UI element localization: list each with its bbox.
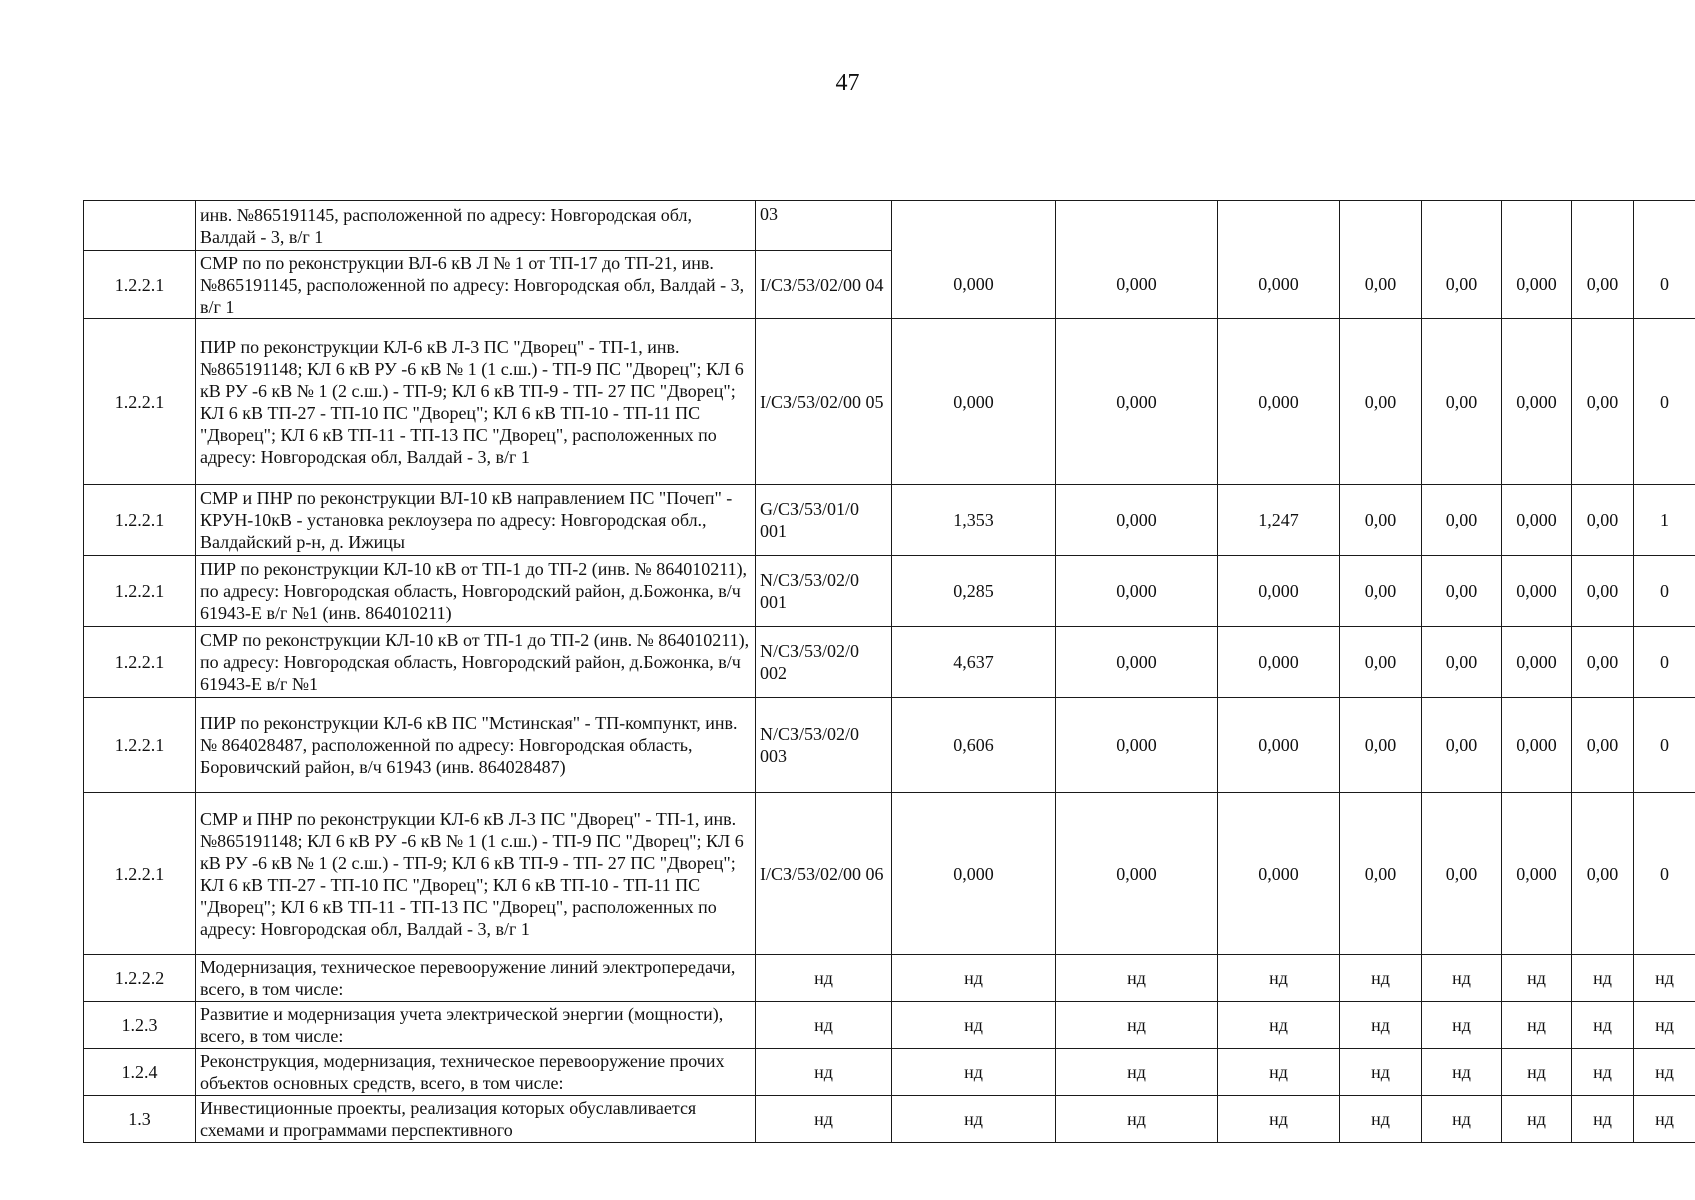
row-value-8: нд: [1634, 1002, 1695, 1049]
row-value-6: 0,000: [1502, 698, 1572, 793]
row-code: нд: [756, 955, 892, 1002]
row-value-6: 0,000: [1502, 251, 1572, 319]
row-value-4: 0,00: [1340, 627, 1422, 698]
table-row: [84, 793, 1695, 955]
row-description: СМР и ПНР по реконструкции ВЛ-10 кВ направлением ПС "Почеп" - КРУН-10кВ - установка реклоузера по адресу: Новгородская обл., Валдайский р-н, д. Ижицы: [196, 485, 756, 556]
row-value-8: [1634, 201, 1695, 251]
row-value-5: 0,00: [1422, 485, 1502, 556]
row-value-3: 0,000: [1218, 793, 1340, 955]
table-row: [84, 251, 1695, 319]
row-value-5: [1422, 201, 1502, 251]
row-value-3: 0,000: [1218, 251, 1340, 319]
row-value-6: [1502, 201, 1572, 251]
row-value-5: 0,00: [1422, 698, 1502, 793]
row-value-2: нд: [1056, 1096, 1218, 1143]
row-value-6: 0,000: [1502, 793, 1572, 955]
row-value-1: 1,353: [892, 485, 1056, 556]
row-value-1: нд: [892, 1002, 1056, 1049]
row-value-5: 0,00: [1422, 556, 1502, 627]
table-row: [84, 556, 1695, 627]
row-value-7: 0,00: [1572, 793, 1634, 955]
row-value-8: 0: [1634, 319, 1695, 485]
row-value-8: нд: [1634, 1049, 1695, 1096]
row-value-2: 0,000: [1056, 698, 1218, 793]
row-description: Модернизация, техническое перевооружение линий электропередачи, всего, в том числе:: [196, 955, 756, 1002]
row-value-7: нд: [1572, 1002, 1634, 1049]
row-description: Реконструкция, модернизация, техническое перевооружение прочих объектов основных средств, всего, в том числе:: [196, 1049, 756, 1096]
table-row: [84, 1096, 1695, 1143]
row-value-3: нд: [1218, 1096, 1340, 1143]
row-value-6: нд: [1502, 1049, 1572, 1096]
row-value-4: нд: [1340, 1096, 1422, 1143]
row-code: N/СЗ/53/02/0 002: [756, 627, 892, 698]
row-code: N/СЗ/53/02/0 001: [756, 556, 892, 627]
row-description: СМР и ПНР по реконструкции КЛ-6 кВ Л-3 ПС "Дворец" - ТП-1, инв. №865191148; КЛ 6 кВ РУ -6 кВ № 1 (1 с.ш.) - ТП-9 ПС "Дворец"; КЛ 6 кВ РУ -6 кВ № 1 (2 с.ш.) - ТП-9; КЛ 6 кВ ТП-9 - ТП- 27 ПС "Дворец"; КЛ 6 кВ ТП-27 - ТП-10 ПС "Дворец"; КЛ 6 кВ ТП-10 - ТП-11 ПС "Дворец"; КЛ 6 кВ ТП-11 - ТП-13 ПС "Дворец", расположенных по адресу: Новгородская обл, Валдай - 3, в/г 1: [196, 793, 756, 955]
row-value-5: 0,00: [1422, 793, 1502, 955]
row-value-3: 0,000: [1218, 556, 1340, 627]
row-value-6: нд: [1502, 1002, 1572, 1049]
row-value-1: нд: [892, 1096, 1056, 1143]
row-number: 1.2.2.1: [84, 793, 196, 955]
row-value-2: 0,000: [1056, 485, 1218, 556]
table-row: [84, 627, 1695, 698]
row-value-5: 0,00: [1422, 627, 1502, 698]
row-value-4: 0,00: [1340, 485, 1422, 556]
investment-table: [83, 200, 1695, 1143]
row-description: ПИР по реконструкции КЛ-10 кВ от ТП-1 до ТП-2 (инв. № 864010211), по адресу: Новгородская область, Новгородский район, д.Божонка, в/ч 61943-Е в/г №1 (инв. 864010211): [196, 556, 756, 627]
row-value-5: 0,00: [1422, 319, 1502, 485]
row-value-5: нд: [1422, 1002, 1502, 1049]
page-number: 47: [835, 70, 860, 96]
row-description: Инвестиционные проекты, реализация которых обуславливается схемами и программами перспективного: [196, 1096, 756, 1143]
row-value-2: 0,000: [1056, 556, 1218, 627]
row-value-4: 0,00: [1340, 251, 1422, 319]
row-number: 1.2.2.1: [84, 319, 196, 485]
row-value-3: [1218, 201, 1340, 251]
row-value-5: нд: [1422, 955, 1502, 1002]
table-row: [84, 698, 1695, 793]
row-value-2: 0,000: [1056, 319, 1218, 485]
row-value-7: 0,00: [1572, 698, 1634, 793]
row-value-4: 0,00: [1340, 319, 1422, 485]
row-number: [84, 201, 196, 251]
row-value-7: 0,00: [1572, 251, 1634, 319]
row-value-3: нд: [1218, 1002, 1340, 1049]
row-description: СМР по по реконструкции ВЛ-6 кВ Л № 1 от ТП-17 до ТП-21, инв. №865191145, расположенной по адресу: Новгородская обл, Валдай - 3, в/г 1: [196, 251, 756, 319]
row-value-3: 0,000: [1218, 627, 1340, 698]
row-value-2: 0,000: [1056, 793, 1218, 955]
row-code: нд: [756, 1049, 892, 1096]
row-value-4: нд: [1340, 1002, 1422, 1049]
row-value-8: 0: [1634, 556, 1695, 627]
row-value-5: нд: [1422, 1049, 1502, 1096]
row-value-2: нд: [1056, 955, 1218, 1002]
row-number: 1.2.2.1: [84, 627, 196, 698]
row-code: I/СЗ/53/02/00 04: [756, 251, 892, 319]
row-number: 1.2.3: [84, 1002, 196, 1049]
row-code: нд: [756, 1002, 892, 1049]
table-row: [84, 485, 1695, 556]
row-value-3: 0,000: [1218, 698, 1340, 793]
row-value-6: 0,000: [1502, 627, 1572, 698]
row-value-7: 0,00: [1572, 485, 1634, 556]
row-value-2: [1056, 201, 1218, 251]
row-value-2: нд: [1056, 1002, 1218, 1049]
row-value-7: 0,00: [1572, 319, 1634, 485]
row-value-4: нд: [1340, 955, 1422, 1002]
row-number: 1.2.2.1: [84, 556, 196, 627]
row-value-8: 0: [1634, 698, 1695, 793]
row-value-1: 4,637: [892, 627, 1056, 698]
table-row: [84, 1049, 1695, 1096]
row-value-1: 0,000: [892, 793, 1056, 955]
row-number: 1.2.2.1: [84, 698, 196, 793]
row-code: I/СЗ/53/02/00 05: [756, 319, 892, 485]
row-value-2: нд: [1056, 1049, 1218, 1096]
row-value-7: [1572, 201, 1634, 251]
table-body: [84, 201, 1695, 1143]
row-value-5: нд: [1422, 1096, 1502, 1143]
row-code: G/СЗ/53/01/0 001: [756, 485, 892, 556]
row-value-2: 0,000: [1056, 627, 1218, 698]
row-value-6: 0,000: [1502, 485, 1572, 556]
row-value-4: 0,00: [1340, 556, 1422, 627]
row-description: ПИР по реконструкции КЛ-6 кВ ПС "Мстинская" - ТП-компункт, инв. № 864028487, расположенной по адресу: Новгородская область, Боровичский район, в/ч 61943 (инв. 864028487): [196, 698, 756, 793]
row-number: 1.2.2.2: [84, 955, 196, 1002]
row-value-2: 0,000: [1056, 251, 1218, 319]
row-value-1: 0,000: [892, 251, 1056, 319]
row-code: 03: [756, 201, 892, 251]
row-value-6: 0,000: [1502, 319, 1572, 485]
row-number: 1.2.4: [84, 1049, 196, 1096]
row-value-3: нд: [1218, 1049, 1340, 1096]
row-value-7: 0,00: [1572, 627, 1634, 698]
row-value-8: 0: [1634, 793, 1695, 955]
row-description: ПИР по реконструкции КЛ-6 кВ Л-3 ПС "Дворец" - ТП-1, инв. №865191148; КЛ 6 кВ РУ -6 кВ № 1 (1 с.ш.) - ТП-9 ПС "Дворец"; КЛ 6 кВ РУ -6 кВ № 1 (2 с.ш.) - ТП-9; КЛ 6 кВ ТП-9 - ТП- 27 ПС "Дворец"; КЛ 6 кВ ТП-27 - ТП-10 ПС "Дворец"; КЛ 6 кВ ТП-10 - ТП-11 ПС "Дворец"; КЛ 6 кВ ТП-11 - ТП-13 ПС "Дворец", расположенных по адресу: Новгородская обл, Валдай - 3, в/г 1: [196, 319, 756, 485]
row-value-8: 0: [1634, 627, 1695, 698]
row-value-3: нд: [1218, 955, 1340, 1002]
row-value-6: нд: [1502, 1096, 1572, 1143]
row-value-1: нд: [892, 955, 1056, 1002]
row-value-7: нд: [1572, 1049, 1634, 1096]
table-row: [84, 319, 1695, 485]
row-value-8: 1: [1634, 485, 1695, 556]
row-number: 1.3: [84, 1096, 196, 1143]
row-value-4: 0,00: [1340, 793, 1422, 955]
row-code: нд: [756, 1096, 892, 1143]
row-description: СМР по реконструкции КЛ-10 кВ от ТП-1 до ТП-2 (инв. № 864010211), по адресу: Новгородская область, Новгородский район, д.Божонка, в/ч 61943-Е в/г №1: [196, 627, 756, 698]
row-value-4: 0,00: [1340, 698, 1422, 793]
row-code: I/СЗ/53/02/00 06: [756, 793, 892, 955]
row-value-1: [892, 201, 1056, 251]
row-value-1: 0,000: [892, 319, 1056, 485]
row-description: инв. №865191145, расположенной по адресу: Новгородская обл, Валдай - 3, в/г 1: [196, 201, 756, 251]
row-value-6: нд: [1502, 955, 1572, 1002]
row-number: 1.2.2.1: [84, 485, 196, 556]
table-row: [84, 955, 1695, 1002]
row-value-8: нд: [1634, 955, 1695, 1002]
table-row: [84, 201, 1695, 251]
row-value-1: 0,606: [892, 698, 1056, 793]
row-description: Развитие и модернизация учета электрической энергии (мощности), всего, в том числе:: [196, 1002, 756, 1049]
row-value-1: 0,285: [892, 556, 1056, 627]
table-row: [84, 1002, 1695, 1049]
row-value-8: нд: [1634, 1096, 1695, 1143]
row-value-7: нд: [1572, 955, 1634, 1002]
row-code: N/СЗ/53/02/0 003: [756, 698, 892, 793]
row-value-4: нд: [1340, 1049, 1422, 1096]
row-value-3: 1,247: [1218, 485, 1340, 556]
row-number: 1.2.2.1: [84, 251, 196, 319]
row-value-7: 0,00: [1572, 556, 1634, 627]
row-value-1: нд: [892, 1049, 1056, 1096]
row-value-6: 0,000: [1502, 556, 1572, 627]
row-value-5: 0,00: [1422, 251, 1502, 319]
row-value-4: [1340, 201, 1422, 251]
row-value-8: 0: [1634, 251, 1695, 319]
row-value-7: нд: [1572, 1096, 1634, 1143]
row-value-3: 0,000: [1218, 319, 1340, 485]
